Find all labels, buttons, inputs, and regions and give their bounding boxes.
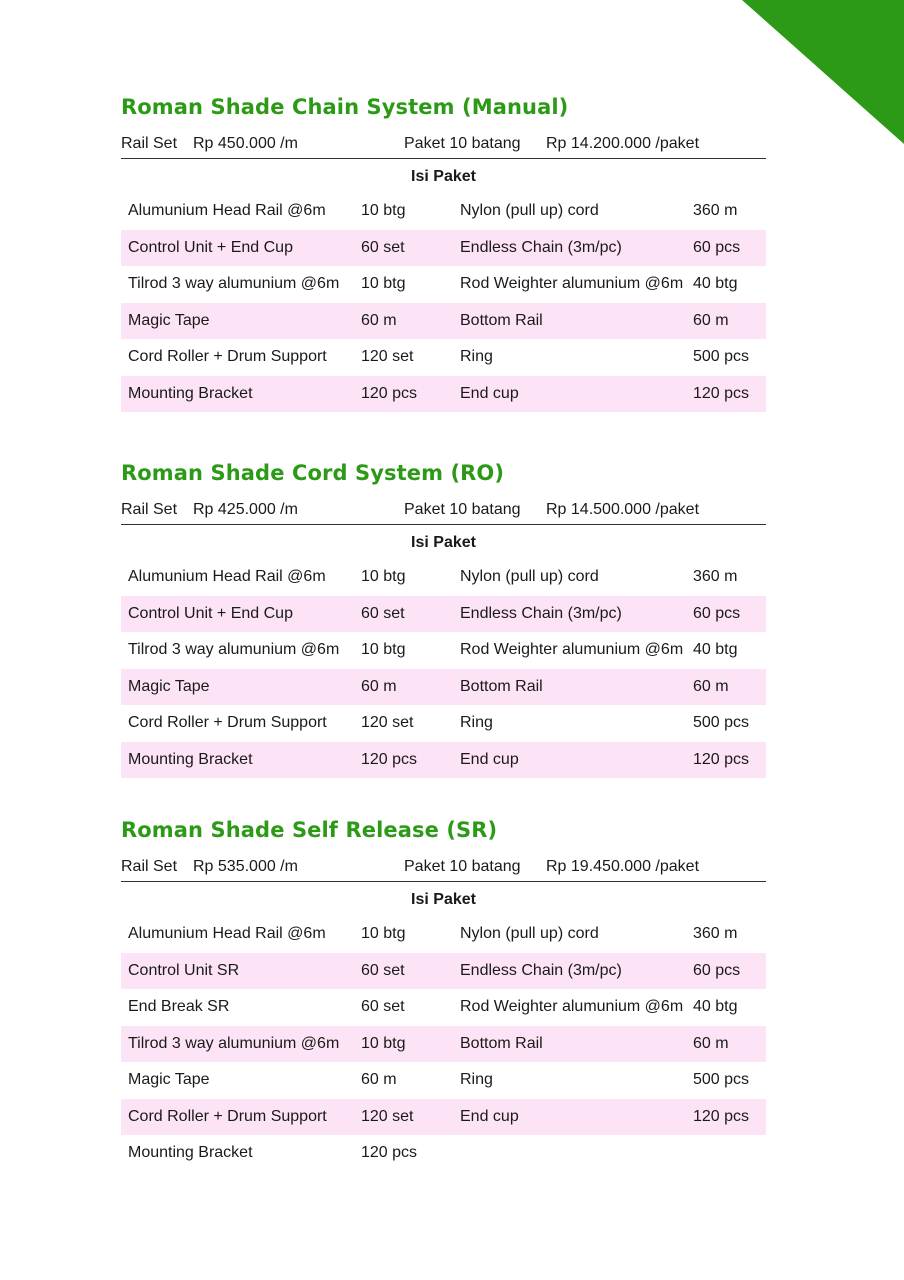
item-name: Endless Chain (3m/pc)	[460, 238, 622, 256]
item-name: Endless Chain (3m/pc)	[460, 961, 622, 979]
item-qty: 120 pcs	[693, 1107, 750, 1125]
section-chain-system	[121, 91, 766, 412]
item-name: Endless Chain (3m/pc)	[460, 604, 622, 622]
section-title: Roman Shade Chain System (Manual)	[121, 95, 569, 119]
item-qty: 500 pcs	[693, 1071, 750, 1088]
package-label: Paket 10 batang	[404, 858, 521, 875]
item-qty: 60 pcs	[693, 238, 741, 256]
table-row	[121, 303, 766, 340]
corner-triangle-decoration	[742, 0, 904, 144]
item-qty: 10 btg	[361, 641, 406, 658]
item-qty: 500 pcs	[693, 348, 750, 365]
item-qty: 60 set	[361, 998, 405, 1015]
item-qty: 10 btg	[361, 202, 406, 219]
item-qty: 60 set	[361, 604, 405, 622]
item-name: Rod Weighter alumunium @6m	[460, 641, 684, 658]
section-cord-system	[121, 457, 766, 778]
item-name: Alumunium Head Rail @6m	[128, 202, 326, 219]
item-name: Cord Roller + Drum Support	[128, 1107, 327, 1125]
item-name: Alumunium Head Rail @6m	[128, 568, 326, 585]
contents-heading: Isi Paket	[411, 534, 476, 551]
item-qty: 60 m	[693, 1034, 729, 1052]
table-row	[121, 596, 766, 633]
item-qty: 40 btg	[693, 275, 738, 292]
price-row	[121, 130, 766, 159]
item-qty: 120 pcs	[361, 384, 418, 402]
rail-set-label: Rail Set	[121, 501, 178, 518]
item-name: Cord Roller + Drum Support	[128, 348, 327, 365]
item-name: Tilrod 3 way alumunium @6m	[128, 641, 340, 658]
item-name: Alumunium Head Rail @6m	[128, 925, 326, 942]
item-qty: 60 m	[693, 311, 729, 329]
item-name: Control Unit SR	[128, 961, 240, 979]
item-qty: 60 set	[361, 238, 405, 256]
item-name: End cup	[460, 384, 519, 402]
item-qty: 120 set	[361, 714, 414, 731]
item-qty: 360 m	[693, 568, 738, 585]
item-name: Ring	[460, 1071, 493, 1088]
item-name: Rod Weighter alumunium @6m	[460, 998, 684, 1015]
table-row	[121, 916, 766, 953]
item-qty: 500 pcs	[693, 714, 750, 731]
contents-heading: Isi Paket	[411, 891, 476, 908]
item-name: End cup	[460, 750, 519, 768]
item-name: Mounting Bracket	[128, 750, 253, 768]
table-row	[121, 376, 766, 413]
item-name: Cord Roller + Drum Support	[128, 714, 327, 731]
item-name: Bottom Rail	[460, 1034, 543, 1052]
rail-set-price: Rp 535.000 /m	[193, 858, 298, 875]
item-qty: 60 pcs	[693, 604, 741, 622]
item-name: Control Unit + End Cup	[128, 238, 293, 256]
price-row	[121, 853, 766, 882]
table-row	[121, 1062, 766, 1099]
table-row	[121, 669, 766, 706]
item-name: Tilrod 3 way alumunium @6m	[128, 275, 340, 292]
rail-set-price: Rp 425.000 /m	[193, 501, 298, 518]
item-qty: 60 m	[361, 677, 397, 695]
table-row	[121, 1099, 766, 1136]
item-qty: 60 m	[361, 1071, 397, 1088]
item-qty: 60 set	[361, 961, 405, 979]
rail-set-label: Rail Set	[121, 858, 178, 875]
table-row	[121, 953, 766, 990]
table-row	[121, 230, 766, 267]
item-name: Bottom Rail	[460, 311, 543, 329]
item-name: Magic Tape	[128, 311, 210, 329]
item-qty: 360 m	[693, 202, 738, 219]
item-name: Rod Weighter alumunium @6m	[460, 275, 684, 292]
item-name: Nylon (pull up) cord	[460, 202, 599, 219]
item-name: Bottom Rail	[460, 677, 543, 695]
item-qty: 360 m	[693, 925, 738, 942]
package-label: Paket 10 batang	[404, 501, 521, 518]
contents-heading: Isi Paket	[411, 168, 476, 185]
item-name: End cup	[460, 1107, 519, 1125]
table-row	[121, 742, 766, 779]
section-title: Roman Shade Cord System (RO)	[121, 461, 505, 485]
item-name: Nylon (pull up) cord	[460, 925, 599, 942]
table-row	[121, 339, 766, 376]
table-row	[121, 1026, 766, 1063]
package-price: Rp 14.200.000 /paket	[546, 135, 700, 152]
item-qty: 60 m	[361, 311, 397, 329]
item-name: Mounting Bracket	[128, 384, 253, 402]
table-row	[121, 989, 766, 1026]
item-qty: 40 btg	[693, 998, 738, 1015]
item-name: Control Unit + End Cup	[128, 604, 293, 622]
section-title: Roman Shade Self Release (SR)	[121, 818, 498, 842]
table-row	[121, 266, 766, 303]
item-qty: 120 set	[361, 1107, 414, 1125]
package-price: Rp 14.500.000 /paket	[546, 501, 700, 518]
item-name: Ring	[460, 348, 493, 365]
item-qty: 10 btg	[361, 568, 406, 585]
table-row	[121, 1135, 766, 1172]
item-qty: 120 set	[361, 348, 414, 365]
section-self-release	[121, 814, 766, 1172]
package-label: Paket 10 batang	[404, 135, 521, 152]
item-name: Tilrod 3 way alumunium @6m	[128, 1034, 340, 1052]
price-row	[121, 496, 766, 525]
rail-set-price: Rp 450.000 /m	[193, 135, 298, 152]
item-qty: 120 pcs	[693, 384, 750, 402]
table-row	[121, 632, 766, 669]
table-row	[121, 705, 766, 742]
item-name: Magic Tape	[128, 677, 210, 695]
item-qty: 60 pcs	[693, 961, 741, 979]
table-row	[121, 559, 766, 596]
package-price: Rp 19.450.000 /paket	[546, 858, 700, 875]
item-qty: 120 pcs	[361, 750, 418, 768]
item-qty: 40 btg	[693, 641, 738, 658]
item-qty: 10 btg	[361, 275, 406, 292]
item-name: Mounting Bracket	[128, 1144, 253, 1161]
rail-set-label: Rail Set	[121, 135, 178, 152]
item-name: Magic Tape	[128, 1071, 210, 1088]
table-row	[121, 193, 766, 230]
item-name: Ring	[460, 714, 493, 731]
item-qty: 120 pcs	[693, 750, 750, 768]
item-name: Nylon (pull up) cord	[460, 568, 599, 585]
item-qty: 10 btg	[361, 925, 406, 942]
item-qty: 60 m	[693, 677, 729, 695]
item-qty: 10 btg	[361, 1034, 406, 1052]
item-name: End Break SR	[128, 998, 230, 1015]
item-qty: 120 pcs	[361, 1144, 418, 1161]
